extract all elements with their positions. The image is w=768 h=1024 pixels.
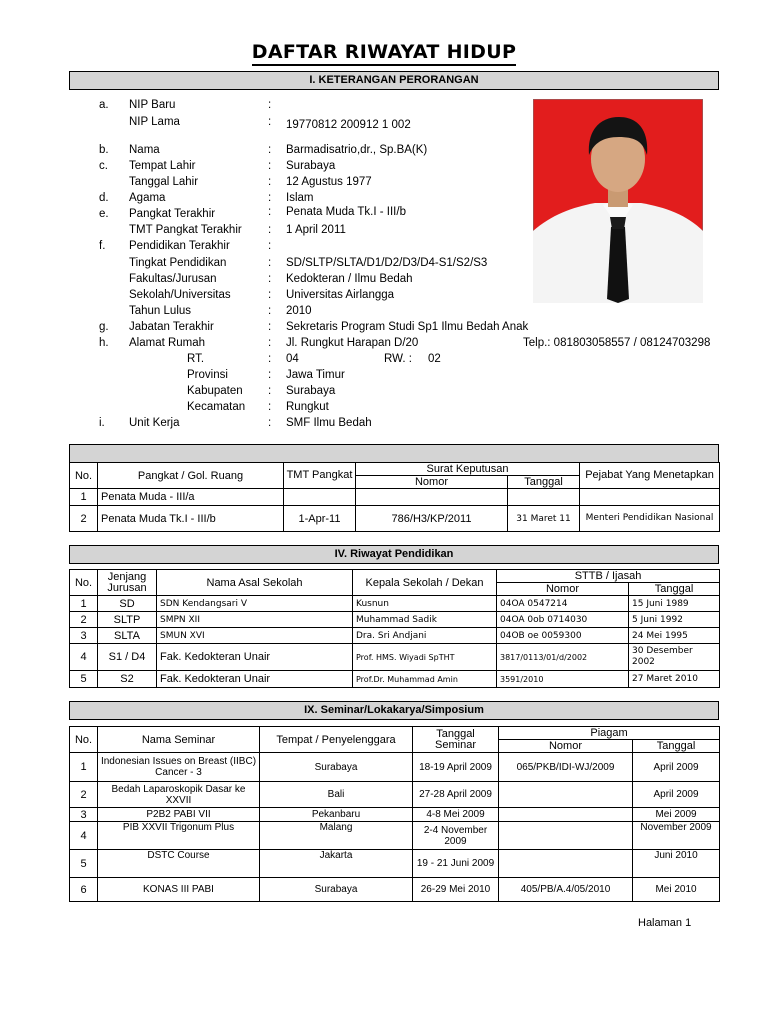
cell-nomor: [356, 489, 508, 506]
cell-tempat: Jakarta: [260, 850, 413, 878]
section-bar-seminar: IX. Seminar/Lokakarya/Simposium: [69, 701, 719, 720]
cell-no: 2: [70, 612, 98, 628]
colon: :: [268, 385, 272, 397]
colon: :: [268, 369, 272, 381]
colon: :: [268, 257, 272, 269]
cell-jenjang: S1 / D4: [98, 644, 157, 671]
value-kabupaten: Surabaya: [286, 385, 336, 397]
pangkat-table: [69, 462, 720, 532]
value-nip-lama: 19770812 200912 1 002: [286, 119, 411, 131]
document-title: DAFTAR RIWAYAT HIDUP: [0, 41, 768, 63]
value-tahun-lulus: 2010: [286, 305, 312, 317]
colon: :: [268, 305, 272, 317]
colon: :: [268, 144, 272, 156]
header-tanggal: Tanggal: [633, 740, 720, 753]
cell-nama: KONAS III PABI: [98, 878, 260, 902]
colon: :: [268, 353, 272, 365]
idx-d: d.: [99, 192, 109, 204]
cell-kepala: Kusnun: [353, 596, 497, 612]
label-provinsi: Provinsi: [187, 369, 228, 381]
idx-g: g.: [99, 321, 109, 333]
label-unit-kerja: Unit Kerja: [129, 417, 180, 429]
cell-nama: PIB XXVII Trigonum Plus: [98, 822, 260, 850]
cell-nomor: 065/PKB/IDI-WJ/2009: [499, 753, 633, 782]
label-jabatan: Jabatan Terakhir: [129, 321, 214, 333]
cell-tempat: Pekanbaru: [260, 808, 413, 822]
cell-jenjang: S2: [98, 671, 157, 688]
header-nomor: Nomor: [499, 740, 633, 753]
header-sttb: STTB / Ijasah: [497, 570, 720, 583]
cell-nama: DSTC Course: [98, 850, 260, 878]
cell-tanggal: November 2009: [633, 822, 720, 850]
cell-pangkat: Penata Muda - III/a: [98, 489, 284, 506]
cell-tanggal: 31 Maret 11: [508, 506, 580, 532]
cell-no: 4: [70, 644, 98, 671]
cell-tanggal: 27 Maret 2010: [629, 671, 720, 688]
value-tmt-pangkat: 1 April 2011: [286, 224, 346, 236]
colon: :: [268, 417, 272, 429]
header-nomor: Nomor: [356, 476, 508, 489]
header-surat-keputusan: Surat Keputusan: [356, 463, 580, 476]
value-tanggal-lahir: 12 Agustus 1977: [286, 176, 372, 188]
cell-no: 6: [70, 878, 98, 902]
label-tempat-lahir: Tempat Lahir: [129, 160, 196, 172]
value-unit-kerja: SMF Ilmu Bedah: [286, 417, 372, 429]
table-row: [70, 878, 720, 902]
label-tanggal-lahir: Tanggal Lahir: [129, 176, 199, 188]
header-pejabat: Pejabat Yang Menetapkan: [580, 463, 720, 489]
cell-tanggal: April 2009: [633, 753, 720, 782]
table-row: [70, 596, 720, 612]
cell-tgl: 26-29 Mei 2010: [413, 878, 499, 902]
cell-tanggal: April 2009: [633, 782, 720, 808]
cell-jenjang: SLTP: [98, 612, 157, 628]
cell-nomor: 04OB oe 0059300: [497, 628, 629, 644]
section-bar-keterangan: I. KETERANGAN PERORANGAN: [69, 71, 719, 90]
cell-no: 2: [70, 782, 98, 808]
cell-kepala: Prof. HMS. Wiyadi SpTHT: [353, 644, 497, 671]
header-sekolah: Nama Asal Sekolah: [157, 570, 353, 596]
cell-no: 5: [70, 850, 98, 878]
cell-sekolah: SDN Kendangsari V: [157, 596, 353, 612]
table-row: [70, 782, 720, 808]
table-row: [70, 753, 720, 782]
header-tanggal: Tanggal: [508, 476, 580, 489]
header-no: No.: [70, 727, 98, 753]
table-row: [70, 489, 720, 506]
profile-photo: [533, 99, 703, 303]
cell-tempat: Surabaya: [260, 753, 413, 782]
colon: :: [268, 401, 272, 413]
cell-nama: Bedah Laparoskopik Dasar ke XXVII: [98, 782, 260, 808]
table-row: [70, 822, 720, 850]
label-nip-baru: NIP Baru: [129, 99, 176, 111]
cell-no: 1: [70, 489, 98, 506]
label-tmt-pangkat: TMT Pangkat Terakhir: [129, 224, 242, 236]
label-kecamatan: Kecamatan: [187, 401, 246, 413]
colon: :: [268, 160, 272, 172]
cell-tempat: Malang: [260, 822, 413, 850]
table-row: [70, 628, 720, 644]
cell-tanggal: Mei 2009: [633, 808, 720, 822]
colon: :: [268, 206, 272, 218]
cell-no: 3: [70, 628, 98, 644]
value-rt: 04: [286, 353, 299, 365]
cell-nomor: [499, 822, 633, 850]
cell-nomor: [499, 808, 633, 822]
label-rt: RT.: [187, 353, 205, 365]
value-agama: Islam: [286, 192, 314, 204]
section-bar-pendidikan: IV. Riwayat Pendidikan: [69, 545, 719, 564]
cell-tmt: 1-Apr-11: [284, 506, 356, 532]
label-kabupaten: Kabupaten: [187, 385, 243, 397]
cell-tanggal: 24 Mei 1995: [629, 628, 720, 644]
cell-nomor: 04OA 0547214: [497, 596, 629, 612]
cell-tanggal: Juni 2010: [633, 850, 720, 878]
header-piagam: Piagam: [499, 727, 720, 740]
cell-tgl: 27-28 April 2009: [413, 782, 499, 808]
value-telp: Telp.: 081803058557 / 08124703298: [523, 337, 711, 349]
value-alamat: Jl. Rungkut Harapan D/20: [286, 337, 419, 349]
cell-no: 1: [70, 753, 98, 782]
value-kecamatan: Rungkut: [286, 401, 329, 413]
header-kepala: Kepala Sekolah / Dekan: [353, 570, 497, 596]
cell-nomor: [499, 850, 633, 878]
label-tahun-lulus: Tahun Lulus: [129, 305, 192, 317]
cell-tgl: 19 - 21 Juni 2009: [413, 850, 499, 878]
cell-sekolah: Fak. Kedokteran Unair: [157, 671, 353, 688]
cell-tgl: 4-8 Mei 2009: [413, 808, 499, 822]
cell-sekolah: Fak. Kedokteran Unair: [157, 644, 353, 671]
cell-tanggal: 15 Juni 1989: [629, 596, 720, 612]
colon: :: [268, 240, 272, 252]
cell-pangkat: Penata Muda Tk.I - III/b: [98, 506, 284, 532]
colon: :: [268, 192, 272, 204]
table-row: [70, 850, 720, 878]
label-fakultas: Fakultas/Jurusan: [129, 273, 217, 285]
cell-tempat: Bali: [260, 782, 413, 808]
colon: :: [268, 273, 272, 285]
table-row: [70, 808, 720, 822]
cell-tgl: 18-19 April 2009: [413, 753, 499, 782]
header-no: No.: [70, 570, 98, 596]
cell-no: 3: [70, 808, 98, 822]
cell-tanggal: 5 Juni 1992: [629, 612, 720, 628]
cell-kepala: Dra. Sri Andjani: [353, 628, 497, 644]
cell-sekolah: SMPN XII: [157, 612, 353, 628]
label-nama: Nama: [129, 144, 160, 156]
cell-pejabat: Menteri Pendidikan Nasional: [580, 506, 720, 532]
colon: :: [268, 176, 272, 188]
header-tmt: TMT Pangkat: [284, 463, 356, 489]
colon: :: [268, 99, 272, 111]
value-tempat-lahir: Surabaya: [286, 160, 336, 172]
header-pangkat: Pangkat / Gol. Ruang: [98, 463, 284, 489]
idx-f: f.: [99, 240, 106, 252]
idx-c: c.: [99, 160, 108, 172]
cell-no: 4: [70, 822, 98, 850]
header-nama-seminar: Nama Seminar: [98, 727, 260, 753]
cell-jenjang: SLTA: [98, 628, 157, 644]
value-jabatan: Sekretaris Program Studi Sp1 Ilmu Bedah Anak: [286, 321, 529, 333]
cell-nama: P2B2 PABI VII: [98, 808, 260, 822]
label-rw: RW. :: [384, 353, 412, 365]
value-nama: Barmadisatrio,dr., Sp.BA(K): [286, 144, 428, 156]
colon: :: [268, 224, 272, 236]
header-no: No.: [70, 463, 98, 489]
label-alamat: Alamat Rumah: [129, 337, 206, 349]
label-pendidikan-terakhir: Pendidikan Terakhir: [129, 240, 230, 252]
pendidikan-table: [69, 569, 720, 688]
colon: :: [268, 289, 272, 301]
cell-tempat: Surabaya: [260, 878, 413, 902]
value-fakultas: Kedokteran / Ilmu Bedah: [286, 273, 413, 285]
colon: :: [268, 321, 272, 333]
cell-nomor: 786/H3/KP/2011: [356, 506, 508, 532]
cell-sekolah: SMUN XVI: [157, 628, 353, 644]
header-nomor: Nomor: [497, 583, 629, 596]
cell-nomor: 405/PB/A.4/05/2010: [499, 878, 633, 902]
cell-tgl: 2-4 November 2009: [413, 822, 499, 850]
label-pangkat-terakhir: Pangkat Terakhir: [129, 208, 216, 220]
cell-no: 1: [70, 596, 98, 612]
seminar-table: [69, 726, 720, 902]
idx-i: i.: [99, 417, 105, 429]
cell-no: 2: [70, 506, 98, 532]
idx-e: e.: [99, 208, 109, 220]
cell-nama: Indonesian Issues on Breast (IIBC) Cancer - 3: [98, 753, 260, 782]
value-provinsi: Jawa Timur: [286, 369, 345, 381]
cell-kepala: Prof.Dr. Muhammad Amin: [353, 671, 497, 688]
label-nip-lama: NIP Lama: [129, 116, 180, 128]
cell-tanggal: 30 Desember 2002: [629, 644, 720, 671]
idx-h: h.: [99, 337, 109, 349]
colon: :: [268, 337, 272, 349]
table-row: [70, 644, 720, 671]
header-jenjang: Jenjang Jurusan: [98, 570, 157, 596]
table-row: [70, 612, 720, 628]
cell-tmt: [284, 489, 356, 506]
cell-nomor: 3817/0113/01/d/2002: [497, 644, 629, 671]
table-row: [70, 506, 720, 532]
label-agama: Agama: [129, 192, 166, 204]
value-rw: 02: [428, 353, 441, 365]
cell-nomor: [499, 782, 633, 808]
colon: :: [268, 116, 272, 128]
idx-a: a.: [99, 99, 109, 111]
header-tanggal: Tanggal: [629, 583, 720, 596]
value-sekolah: Universitas Airlangga: [286, 289, 395, 301]
header-tempat: Tempat / Penyelenggara: [260, 727, 413, 753]
cell-no: 5: [70, 671, 98, 688]
cell-nomor: 04OA 0ob 0714030: [497, 612, 629, 628]
label-tingkat-pendidikan: Tingkat Pendidikan: [129, 257, 227, 269]
header-tanggal-seminar: Tanggal Seminar: [413, 727, 499, 753]
idx-b: b.: [99, 144, 109, 156]
label-sekolah: Sekolah/Universitas: [129, 289, 231, 301]
cell-pejabat: [580, 489, 720, 506]
table-row: [70, 671, 720, 688]
value-pangkat-terakhir: Penata Muda Tk.I - III/b: [286, 206, 406, 218]
page-number: Halaman 1: [638, 917, 692, 929]
cell-kepala: Muhammad Sadik: [353, 612, 497, 628]
value-tingkat-pendidikan: SD/SLTP/SLTA/D1/D2/D3/D4-S1/S2/S3: [286, 257, 488, 269]
section-bar-pangkat: [69, 444, 719, 463]
cell-tanggal: [508, 489, 580, 506]
cell-nomor: 3591/2010: [497, 671, 629, 688]
cell-tanggal: Mei 2010: [633, 878, 720, 902]
cell-jenjang: SD: [98, 596, 157, 612]
